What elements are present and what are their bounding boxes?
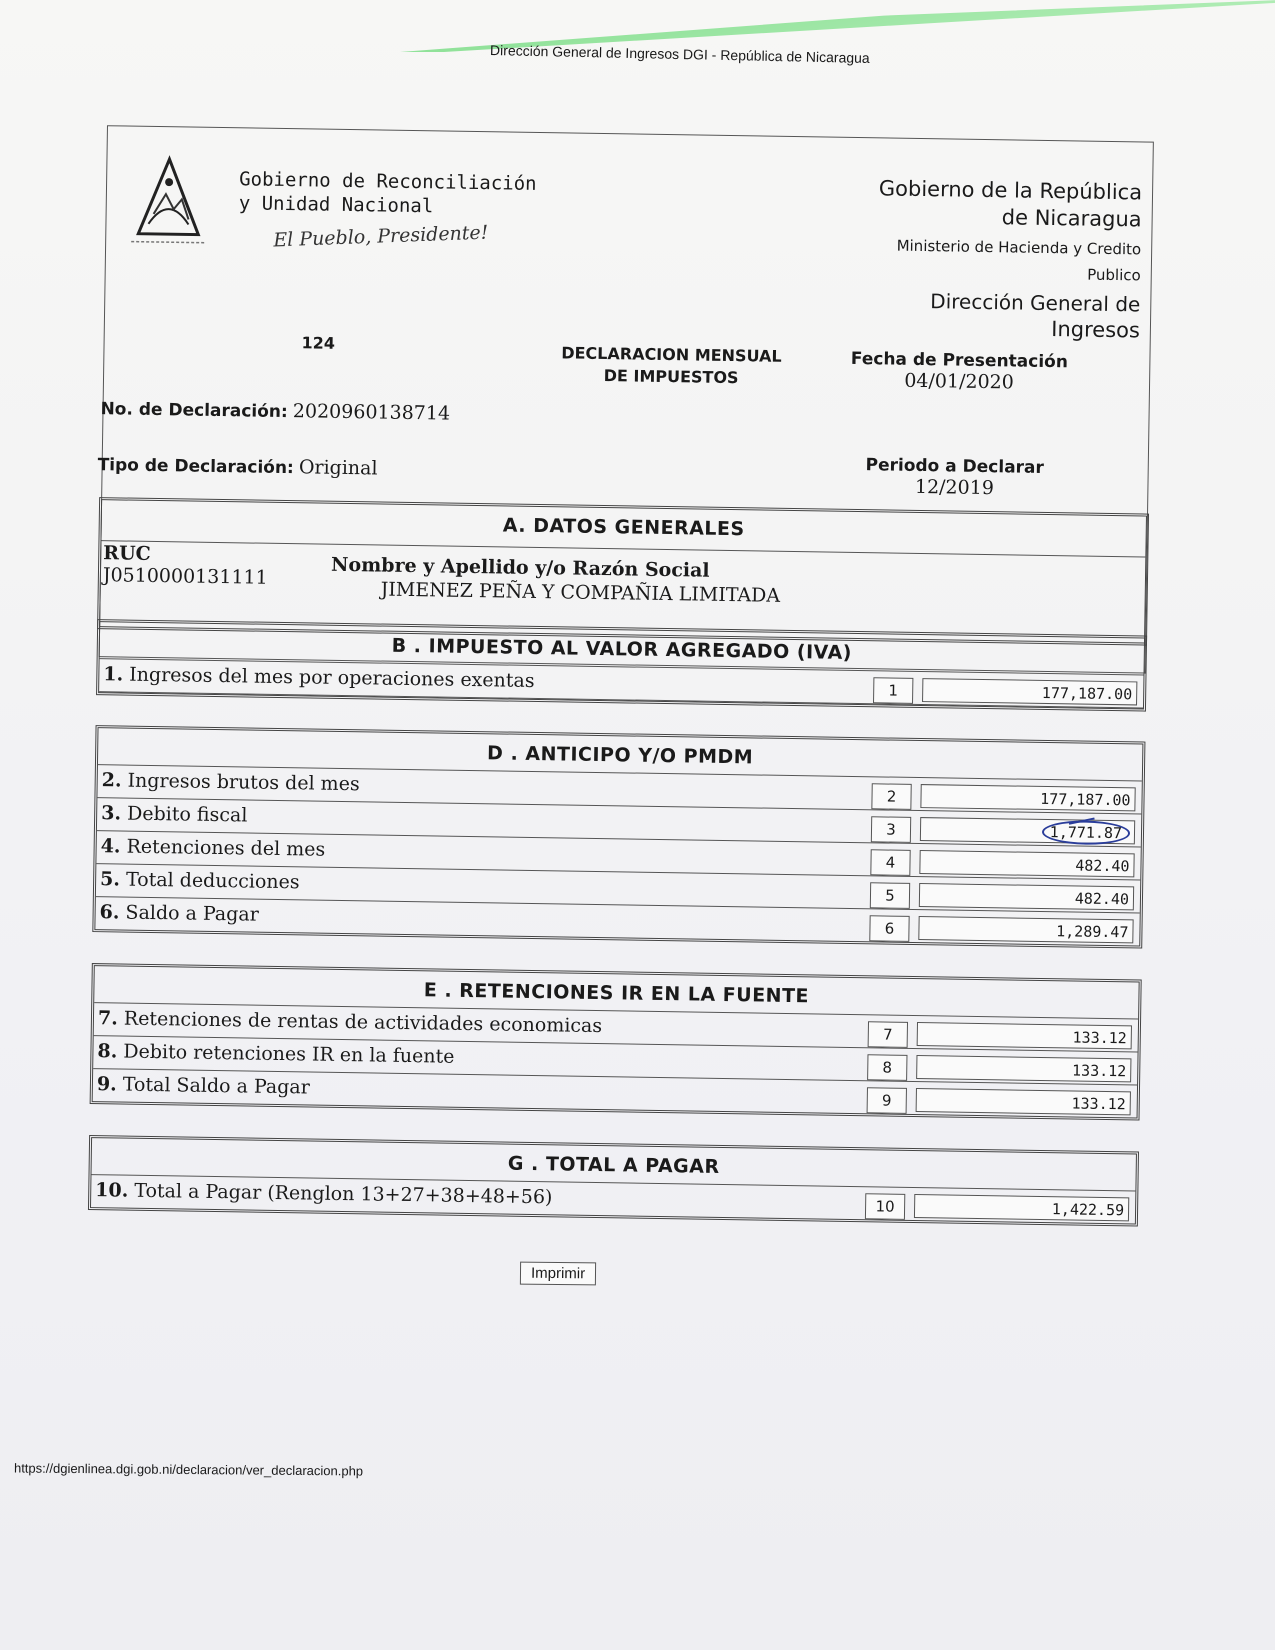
section-title: G . TOTAL A PAGAR: [92, 1138, 1136, 1191]
gov-left-title: [239, 167, 537, 220]
row-line-number: 3: [871, 816, 911, 843]
row-value: 1,289.47: [918, 916, 1133, 943]
periodo-declarar: [834, 455, 1075, 501]
periodo-value: 12/2019: [914, 475, 995, 500]
gov-left-line2: y Unidad Nacional: [238, 192, 434, 218]
document-title: [541, 342, 802, 390]
ruc-label: RUC: [103, 542, 151, 565]
row-line-number: 8: [867, 1054, 907, 1081]
row-label: 6. Saldo a Pagar: [99, 901, 259, 926]
row-value: 177,187.00: [920, 784, 1135, 811]
row-value: 482.40: [919, 850, 1134, 877]
declaracion-value: 2020960138714: [292, 400, 451, 425]
dgi-line1: Dirección General de: [930, 289, 1141, 317]
section-retenciones: [90, 963, 1142, 1120]
ruc-value: J0510000131111: [102, 564, 268, 589]
fecha-value: 04/01/2020: [904, 369, 1014, 394]
section-title: B . IMPUESTO AL VALOR AGREGADO (IVA): [100, 622, 1144, 675]
gov-right-line1: Gobierno de la República: [878, 176, 1143, 205]
section-title: A. DATOS GENERALES: [502, 514, 745, 541]
row-label: 7. Retenciones de rentas de actividades economicas: [97, 1007, 603, 1038]
row-line-number: 5: [870, 882, 910, 909]
row-label: 1. Ingresos del mes por operaciones exentas: [103, 663, 535, 692]
declaracion-label: No. de Declaración:: [100, 399, 288, 423]
ministry-line1: Ministerio de Hacienda y Credito: [896, 236, 1142, 259]
row-value: [920, 817, 1135, 844]
row-value: 482.40: [919, 883, 1134, 910]
gov-right-line2: de Nicaragua: [1001, 205, 1142, 232]
row-label: 4. Retenciones del mes: [100, 835, 326, 861]
row-value: 1,422.59: [914, 1194, 1129, 1221]
row-line-number: 1: [873, 677, 913, 704]
nombre-value: JIMENEZ PEÑA Y COMPAÑIA LIMITADA: [380, 578, 781, 607]
row-label: 5. Total deducciones: [99, 868, 300, 894]
row-value: 177,187.00: [922, 678, 1137, 705]
row-value: 133.12: [917, 1022, 1132, 1049]
section-title: D . ANTICIPO Y/O PMDM: [98, 728, 1142, 781]
row-line-number: 2: [871, 783, 911, 810]
section-total: [88, 1135, 1139, 1226]
footer-url: https://dgienlinea.dgi.gob.ni/declaracion/ver_declaracion.php: [13, 1460, 364, 1479]
row-value: 133.12: [916, 1055, 1131, 1082]
row-line-number: 7: [868, 1021, 908, 1048]
periodo-label: Periodo a Declarar: [865, 455, 1045, 478]
section-title: E . RETENCIONES IR EN LA FUENTE: [94, 966, 1138, 1019]
fecha-label: Fecha de Presentación: [850, 348, 1069, 373]
row-label: 10. Total a Pagar (Renglon 13+27+38+48+56): [95, 1179, 553, 1209]
declaration-form: [76, 125, 1165, 1342]
slogan: El Pueblo, Presidente!: [272, 221, 489, 252]
row-line-number: 4: [870, 849, 910, 876]
row-label: 9. Total Saldo a Pagar: [96, 1073, 310, 1099]
tipo-declaracion: [98, 453, 378, 479]
row-label: 3. Debito fiscal: [101, 802, 248, 827]
form-number: 124: [301, 333, 336, 353]
print-button[interactable]: Imprimir: [520, 1262, 596, 1286]
doc-title-line1: DECLARACION MENSUAL: [561, 343, 782, 366]
gov-right-title: [810, 174, 1143, 344]
row-line-number: 6: [869, 915, 909, 942]
section-anticipo: [92, 725, 1145, 948]
dgi-line2: Ingresos: [1051, 317, 1141, 343]
row-value: 133.12: [916, 1088, 1131, 1115]
gov-left-line1: Gobierno de Reconciliación: [238, 168, 537, 195]
row-line-number: 9: [867, 1087, 907, 1114]
row-label: 8. Debito retenciones IR en la fuente: [97, 1040, 455, 1068]
row-line-number: 10: [865, 1193, 905, 1220]
browser-print-header: Dirección General de Ingresos DGI - República de Nicaragua: [489, 42, 870, 66]
row-label: 2. Ingresos brutos del mes: [101, 769, 360, 796]
tipo-value: Original: [298, 456, 378, 480]
nombre-label: Nombre y Apellido y/o Razón Social: [330, 553, 710, 582]
doc-title-line2: DE IMPUESTOS: [603, 366, 739, 388]
handwritten-circle: 1,771.87: [1042, 820, 1131, 845]
section-iva: [96, 619, 1147, 711]
ruc-block: [103, 542, 268, 589]
ministry-line2: Publico: [1087, 265, 1141, 285]
tipo-label: Tipo de Declaración:: [97, 455, 294, 479]
government-logo-icon: [123, 153, 214, 249]
fecha-presentacion: [839, 349, 1080, 395]
